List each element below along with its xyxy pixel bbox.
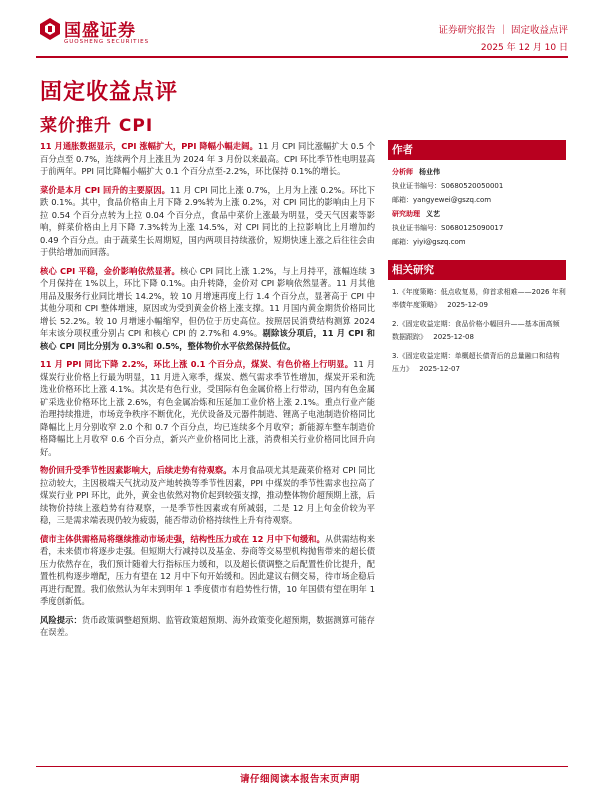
paragraph-lead: 11 月通胀数据显示，CPI 涨幅扩大，PPI 降幅小幅走阔。 (40, 141, 258, 151)
paragraph-text: 11 月煤炭行业价格上行最为明显，11 月进入寒季，煤炭、燃气需求季节性增加，煤炭开采和洗选业价格环比上涨 4.1%。其次是有色行业，受国际有色金属价格上行带动，国内有色金属矿采选业价格环比上涨 2.6%，有色金属冶炼和压延加工业价格上涨 2.1%。重点行业产能治理持续推进，市场竞争秩序不断优化，光伏设备及元器件制造、锂离子电池制造价格同比降幅比上月分别收窄 2.0 个和 0.7 个百分点，均已连续多个月收窄；新能源车整车制造价格降幅比上月收窄 0.6 个百分点，新兴产业价格同比上涨，消费相关行业价格同比回升向好。 (40, 359, 375, 457)
analyst-email[interactable]: 邮箱：yangyewei@gszq.com (392, 196, 492, 204)
assistant-email[interactable]: 邮箱：yiyi@gszq.com (392, 238, 466, 246)
related-item[interactable] (392, 286, 566, 312)
paragraph-lead: 菜价是本月 CPI 回升的主要原因。 (40, 184, 170, 195)
sidebar (388, 140, 566, 382)
related-date: 2025-12-07 (419, 365, 460, 373)
report-date: 2025 年 12 月 10 日 (480, 43, 568, 53)
paragraph-bold-text: 剔除该分项后，11 月 CPI 和核心 CPI 同比分别为 0.3%和 0.5%，整体物价水平依然保持低位。 (40, 328, 375, 351)
analyst-cert: 执业证书编号：S0680520050001 (392, 182, 504, 190)
paragraph-core-cpi (40, 265, 375, 353)
related-item[interactable] (392, 318, 566, 344)
paragraph-text: 从供需结构来看，未来债市将逐步走强。但短期大行减持以及基金、券商等交易型机构抛售带来的超长债压力依然存在，我们预计随着大行指标压力缓和，以及超长债调整之后配置性价比提升，配置性机构逐步增配，压力有望在 12 月中下旬开始缓和。因此建议右侧交易，待市场企稳后再进行配置。我们依然认为年末到明年 1 季度债市有趋势性行情，10 年国债有望在明年 1 季度创新低。 (40, 533, 375, 606)
report-subtitle: 菜价推升 CPI (40, 116, 154, 136)
related-title: 3.《固定收益定期：单概超长债背后的总量融口和结构压力》 (392, 352, 560, 373)
author-heading: 作者 (388, 140, 566, 160)
paragraph-vegetables (40, 184, 375, 259)
analyst-row (392, 166, 566, 178)
related-title: 2.《固定收益定期：食品价格小幅回升——基本面高频数据跟踪》 (392, 320, 560, 341)
related-title: 1.《年度策略：低点收复易，仰首求相难——2026 年利率债年度策略》 (392, 288, 566, 309)
paragraph-lead: 债市主体供需格局将继续推动市场走强，结构性压力或在 12 月中下旬缓和。 (40, 533, 325, 544)
paragraph-text: 核心 CPI 同比上涨 1.2%，与上月持平，涨幅连续 3 个月保持在 1%以上，环比下降 0.1%。由升转降，金价对 CPI 影响依然显著。11 月其他用品及服务行业同比增长 14.2%，较 10 月增速再度上行 1.4 个百分点，显著高于 CPI 中其他分项和 CPI 整体增速，原因或为受到黄金价格上涨支撑。11 月国内黄金期货价格同比增长 52.2%。较 10 月增速小幅缩窄，但仍位于历史高位。按照居民消费结构测算 2024 年末该分项权重分别占 CPI 和核心 CPI 的 2.7%和 4.9%。 (40, 265, 375, 338)
related-date: 2025-12-09 (447, 301, 488, 309)
related-date: 2025-12-08 (433, 333, 474, 341)
company-logo (40, 15, 175, 51)
paragraph-lead: 物价回升受季节性因素影响大，后续走势有待观察。 (40, 465, 232, 475)
report-type: 证券研究报告 ｜ 固定收益点评 (438, 25, 568, 36)
footer-divider (36, 766, 568, 767)
related-heading: 相关研究 (388, 260, 566, 280)
paragraph-text: 货币政策调整超预期、监管政策超预期、海外政策变化超预期，数据测算可能存在误差。 (40, 614, 375, 637)
assistant-cert: 执业证书编号：S0680125090017 (392, 224, 504, 232)
analyst-name: 杨业伟 (419, 168, 440, 176)
logo-mark-icon (40, 18, 60, 40)
paragraph-lead: 风险提示： (40, 614, 82, 625)
logo-text-en: GUOSHENG SECURITIES (64, 39, 150, 45)
paragraph-text: 11 月 CPI 同比上涨 0.7%，上月为上涨 0.2%。环比下跌 0.1%。其中，食品价格由上月下降 2.9%转为上涨 0.2%，对 CPI 同比的影响由上月下拉 0.54 个百分点转为上拉 0.04 个百分点，食品中菜价上涨最为明显，受天气因素等影响，鲜菜价格由上月下降 7.3%转为上涨 14.5%，对 CPI 同比的上拉影响比上月增加约 0.49 个百分点。由于蔬菜生长周期短，国内两项目持续涨价，短期快速上涨之后往往会由于供给增加而回落。 (40, 184, 375, 257)
related-item[interactable] (392, 350, 566, 376)
analyst-label: 分析师 (392, 168, 413, 176)
paragraph-lead: 11 月 PPI 同比下降 2.2%，环比上涨 0.1 个百分点，煤炭、有色价格上行明显。 (40, 359, 354, 369)
page-title: 固定收益点评 (40, 80, 179, 105)
paragraph-lead: 核心 CPI 平稳，金价影响依然显著。 (40, 265, 180, 276)
related-list (392, 286, 566, 376)
paragraph-outlook (40, 464, 375, 527)
header-divider (36, 56, 568, 58)
logo-text-cn: 国盛证券 (64, 21, 136, 41)
paragraph-ppi (40, 358, 375, 458)
assistant-row (392, 208, 566, 220)
paragraph-bond-market (40, 533, 375, 608)
assistant-label: 研究助理 (392, 210, 420, 218)
paragraph-summary (40, 140, 375, 178)
paragraph-text: 本月食品项尤其是蔬菜价格对 CPI 同比拉动较大，主因极端天气扰动及产地转换等季节性因素，PPI 中煤炭的季节性需求也拉高了煤炭行业 PPI 环比，此外，黄金也依然对物价起到较强支撑，推动整体物价超预期上涨，后续物价持续上涨趋势有待观察，一是季节性因素或有所减弱，二是 12 月上旬金价较为平稳，三是需求端表现仍较为疲弱，能否带动价格持续性上升有待观察。 (40, 465, 375, 525)
paragraph-text: 11 月 CPI 同比涨幅扩大 0.5 个百分点至 0.7%，连续两个月上涨且为 2024 年 3 月份以来最高。CPI 环比季节性电明显高于前两年。PPI 同比降幅小幅扩大 0.1 个百分点至-2.2%，环比保持 0.1%的增长。 (40, 141, 375, 176)
main-content (40, 140, 375, 645)
assistant-name: 义艺 (426, 210, 440, 218)
paragraph-risk (40, 614, 375, 639)
footer-disclaimer: 请仔细阅读本报告末页声明 (239, 774, 360, 785)
